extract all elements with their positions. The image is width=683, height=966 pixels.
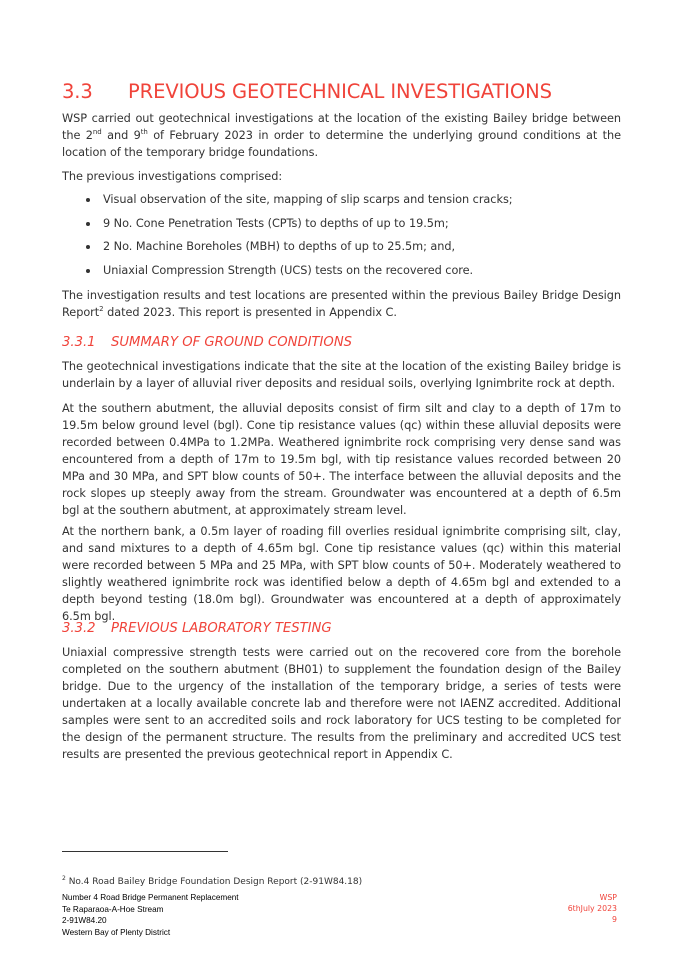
list-item: 9 No. Cone Penetration Tests (CPTs) to depths of up to 19.5m; bbox=[62, 215, 621, 239]
bullet-icon bbox=[86, 269, 90, 273]
laboratory-testing-paragraph: Uniaxial compressive strength tests were carried out on the recovered core from the borehole completed on the southern abutment (BH01) to supplement the foundation design of the Bailey bridge. Due to the urgency of the installation of the temporary bridge, a series of tests were undertaken at a locally available concrete lab and therefore were not IAENZ accredited. Additional samples were sent to an accredited soils and rock laboratory for UCS testing to be completed for the design of the permanent structure. The results from the preliminary and accredited UCS test results are presented the previous geotechnical report in Appendix C. bbox=[62, 646, 621, 761]
subsection-heading-ground-conditions bbox=[62, 335, 352, 350]
results-text-2: dated 2023. This report is presented in Appendix C. bbox=[103, 306, 397, 319]
intro-text-2: and 9 bbox=[101, 129, 141, 142]
footer-project-title: Number 4 Road Bridge Permanent Replacement bbox=[62, 893, 239, 902]
ground-conditions-paragraph-2: At the southern abutment, the alluvial deposits consist of firm silt and clay to a depth of 17m to 19.5m below ground level (bgl). Cone tip resistance values (qc) within these alluvial deposits were recorded between 0.4MPa to 1.2MPa. Weathered ignimbrite rock comprising very dense sand was encountered from a depth of 17m to 19.5m bgl, with tip resistance values recorded between 20 MPa and 30 MPa, and SPT blow counts of 50+. The interface between the alluvial deposits and the rock slopes up steeply away from the stream. Groundwater was encountered at a depth of 6.5m bgl at the southern abutment, at approximately stream level. bbox=[62, 402, 621, 517]
footnote-divider bbox=[62, 851, 228, 852]
subsection-heading-laboratory-testing bbox=[62, 621, 332, 636]
footer-company: WSP bbox=[599, 893, 617, 902]
intro-paragraph bbox=[62, 110, 621, 161]
footer-project-info bbox=[62, 892, 239, 938]
ground-conditions-paragraph-3: At the northern bank, a 0.5m layer of roading fill overlies residual ignimbrite comprising silt, clay, and sand mixtures to a depth of 4.65m bgl. Cone tip resistance values (qc) within this material were recorded between 5 MPa and 25 MPa, with SPT blow counts of 50+. Moderately weathered to slightly weathered ignimbrite rock was identified below a depth of 4.65m bgl and extended to a depth beyond testing (18.0m bgl). Groundwater was encountered at a depth of approximately 6.5m bgl. bbox=[62, 525, 621, 623]
list-item: Visual observation of the site, mapping of slip scarps and tension cracks; bbox=[62, 191, 621, 215]
list-item: Uniaxial Compression Strength (UCS) tests on the recovered core. bbox=[62, 262, 621, 286]
subsection-title: SUMMARY OF GROUND CONDITIONS bbox=[111, 335, 353, 350]
footer-district: Western Bay of Plenty District bbox=[62, 927, 171, 937]
section-title: PREVIOUS GEOTECHNICAL INVESTIGATIONS bbox=[128, 80, 552, 103]
subsection-number: 3.3.1 bbox=[62, 335, 96, 350]
section-heading bbox=[62, 80, 552, 103]
footer-meta bbox=[568, 893, 617, 925]
bullet-icon bbox=[86, 245, 90, 249]
section-number: 3.3 bbox=[62, 80, 93, 103]
footnote bbox=[62, 876, 362, 888]
subsection-title: PREVIOUS LABORATORY TESTING bbox=[111, 621, 332, 636]
bullet-icon bbox=[86, 222, 90, 226]
subsection-number: 3.3.2 bbox=[62, 621, 96, 636]
footer-project-number: 2-91W84.20 bbox=[62, 916, 107, 926]
results-paragraph bbox=[62, 287, 621, 321]
list-intro: The previous investigations comprised: bbox=[62, 170, 283, 183]
page-number: 9 bbox=[612, 914, 617, 924]
list-item: 2 No. Machine Boreholes (MBH) to depths of up to 25.5m; and, bbox=[62, 238, 621, 262]
superscript-nd: nd bbox=[92, 128, 102, 137]
results-text-1: The investigation results and test locations are presented within the previous Bailey Bridge Design Report bbox=[62, 289, 621, 319]
footnote-mark: 2 bbox=[62, 875, 66, 882]
bullet-icon bbox=[86, 198, 90, 202]
investigation-list bbox=[62, 191, 621, 285]
footnote-text: No.4 Road Bailey Bridge Foundation Design Report (2-91W84.18) bbox=[65, 877, 363, 887]
intro-text-3: of February 2023 in order to determine the underlying ground conditions at the location of the temporary bridge foundations. bbox=[62, 129, 622, 159]
footnote-reference[interactable]: 2 bbox=[99, 305, 104, 314]
footer-date: 6thJuly 2023 bbox=[567, 903, 617, 913]
footer-stream-name: Te Raparaoa-A-Hoe Stream bbox=[62, 904, 164, 914]
intro-text-1: WSP carried out geotechnical investigations at the location of the existing Bailey bridge between the 2 bbox=[62, 112, 621, 142]
superscript-th: th bbox=[140, 128, 148, 137]
ground-conditions-paragraph-1: The geotechnical investigations indicate that the site at the location of the existing Bailey bridge is underlain by a layer of alluvial river deposits and residual soils, overlying Ignimbrite rock at depth. bbox=[62, 360, 621, 390]
